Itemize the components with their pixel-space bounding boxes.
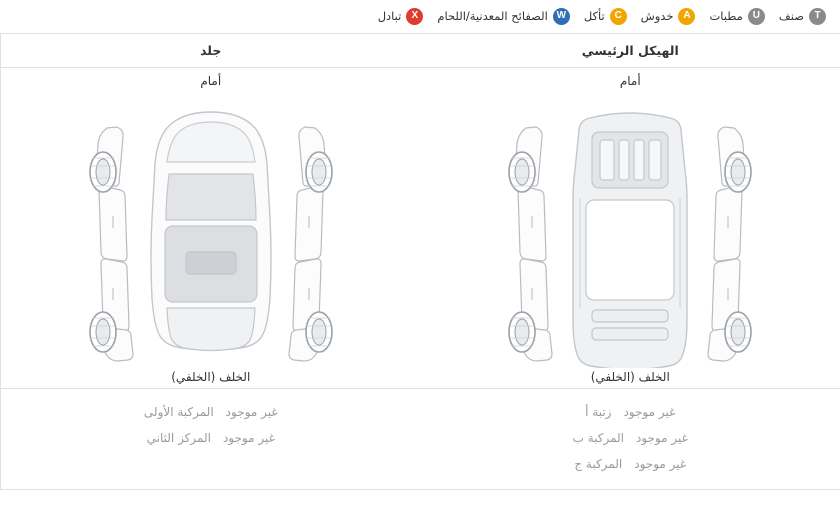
note-label: زتبة أ xyxy=(585,405,612,419)
note-value: غير موجود xyxy=(225,405,278,419)
cell-skin xyxy=(0,68,421,489)
note-label: المركبة ج xyxy=(574,457,623,471)
legend-item xyxy=(641,8,696,25)
legend-badge-icon: W xyxy=(553,8,570,25)
note-row xyxy=(421,451,840,477)
main-body-notes xyxy=(421,388,840,489)
legend-item xyxy=(378,8,424,25)
legend-badge-icon: U xyxy=(748,8,765,25)
diagram-front-label: أمام xyxy=(200,74,222,88)
column-header-main-body: الهيكل الرئيسي xyxy=(581,43,679,58)
legend-item-label: خدوش xyxy=(640,9,674,23)
legend-item-label: الصفائح المعدنية/اللحام xyxy=(437,9,548,23)
note-value: غير موجود xyxy=(636,431,688,445)
legend-item xyxy=(709,8,764,25)
note-row xyxy=(421,425,840,451)
column-header-skin: جلد xyxy=(0,34,421,67)
legend-item xyxy=(437,8,569,25)
legend-badge-icon: T xyxy=(809,8,826,25)
legend-badge-icon: A xyxy=(678,8,695,25)
main-body-diagram[interactable] xyxy=(421,68,840,388)
legend-item-label: تأكل xyxy=(583,9,605,23)
note-label: المركز الثاني xyxy=(146,431,211,445)
cell-main-body xyxy=(421,68,840,489)
legend-item-label: ﺗﺒﺎدل xyxy=(377,9,402,23)
note-value: غير موجود xyxy=(222,431,275,445)
legend-item-label: صنف xyxy=(778,9,804,23)
skin-notes xyxy=(1,388,421,463)
car-underbody-svg xyxy=(480,88,780,368)
diagram-rear-label: الخلف (الخلفي) xyxy=(590,370,670,384)
legend-item xyxy=(584,8,627,25)
legend-bar xyxy=(0,0,840,33)
inspection-panel xyxy=(0,33,840,490)
legend-item-label: مطبات xyxy=(709,9,743,23)
legend-badge-icon: C xyxy=(610,8,627,25)
note-row xyxy=(421,399,840,425)
car-body-top-svg xyxy=(61,88,361,368)
table-body-row xyxy=(0,68,840,489)
note-value: غير موجود xyxy=(623,405,676,419)
note-label: المركبة الأولى xyxy=(143,405,214,419)
skin-diagram[interactable] xyxy=(1,68,421,388)
diagram-rear-label: الخلف (الخلفي) xyxy=(171,370,251,384)
note-row xyxy=(1,399,421,425)
note-row xyxy=(1,425,421,451)
diagram-front-label: أمام xyxy=(619,74,641,88)
legend-badge-icon: X xyxy=(406,8,423,25)
note-label: المركبة ب xyxy=(572,431,625,445)
table-header-row xyxy=(0,34,840,68)
legend-item xyxy=(779,8,826,25)
note-value: غير موجود xyxy=(634,457,687,471)
